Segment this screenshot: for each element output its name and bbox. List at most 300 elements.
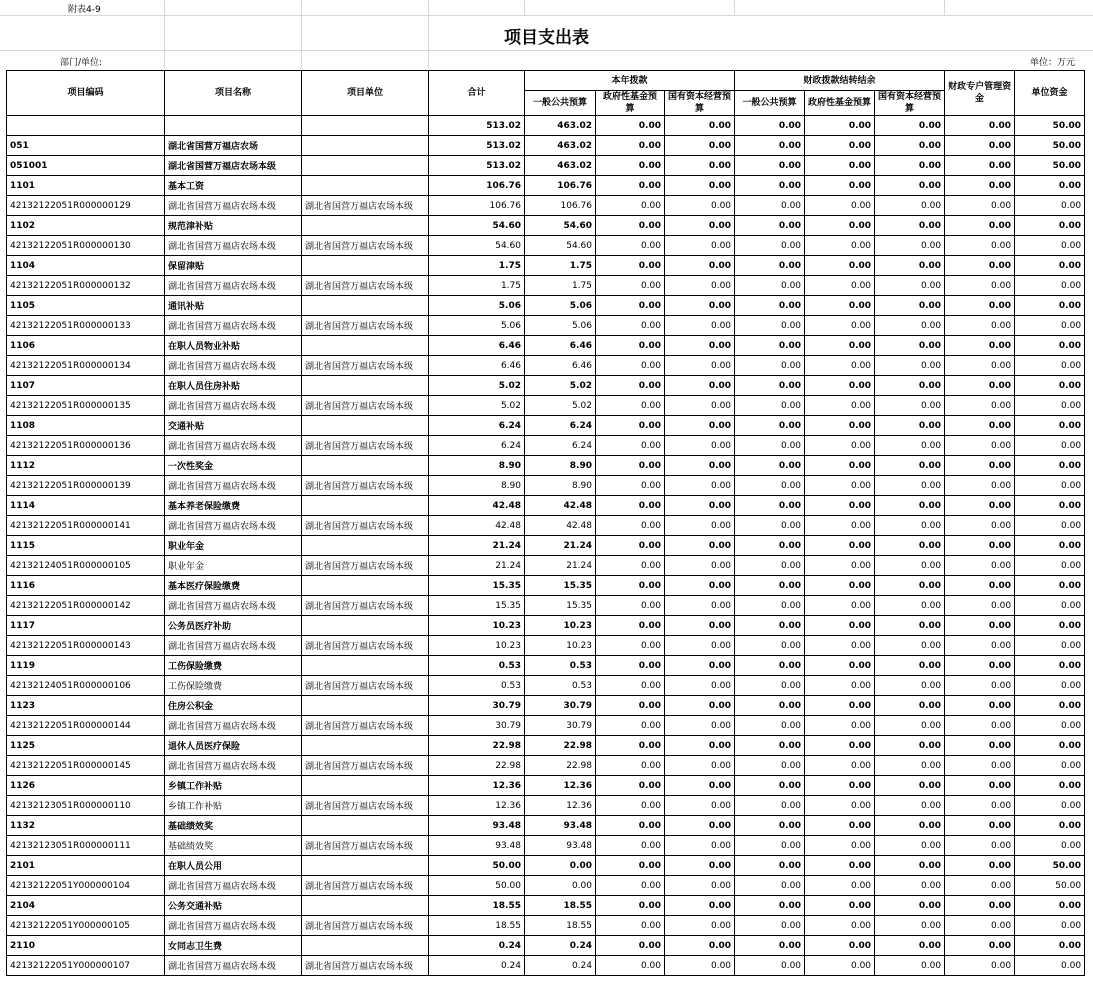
cell-amount[interactable]: 93.48	[429, 816, 525, 836]
cell-amount[interactable]: 18.55	[429, 896, 525, 916]
cell-amount[interactable]: 0.00	[735, 336, 805, 356]
table-row[interactable]	[7, 336, 1085, 356]
cell-amount[interactable]: 0.00	[875, 696, 945, 716]
cell-amount[interactable]: 0.00	[1015, 256, 1085, 276]
cell-amount[interactable]: 0.00	[596, 336, 665, 356]
cell-project-name[interactable]: 女同志卫生费	[165, 936, 302, 956]
cell-amount[interactable]: 0.00	[945, 696, 1015, 716]
cell-amount[interactable]: 0.00	[875, 936, 945, 956]
cell-amount[interactable]: 0.00	[735, 776, 805, 796]
cell-amount[interactable]: 1.75	[525, 256, 596, 276]
cell-amount[interactable]: 0.00	[735, 756, 805, 776]
cell-amount[interactable]: 0.00	[1015, 216, 1085, 236]
cell-amount[interactable]: 0.00	[875, 176, 945, 196]
cell-amount[interactable]: 0.00	[875, 536, 945, 556]
cell-project-name[interactable]: 住房公积金	[165, 696, 302, 716]
cell-amount[interactable]: 0.00	[665, 876, 735, 896]
cell-amount[interactable]: 0.00	[945, 636, 1015, 656]
cell-amount[interactable]: 0.00	[945, 716, 1015, 736]
cell-amount[interactable]: 0.00	[665, 716, 735, 736]
cell-project-code[interactable]: 42132122051R000000130	[7, 236, 165, 256]
cell-project-code[interactable]: 1107	[7, 376, 165, 396]
cell-amount[interactable]: 0.00	[735, 936, 805, 956]
cell-amount[interactable]: 0.00	[875, 356, 945, 376]
cell-amount[interactable]: 0.00	[596, 556, 665, 576]
cell-amount[interactable]: 0.00	[805, 576, 875, 596]
table-row[interactable]	[7, 436, 1085, 456]
cell-amount[interactable]: 0.00	[735, 636, 805, 656]
cell-project-unit[interactable]: 湖北省国营万福店农场本级	[302, 636, 429, 656]
cell-amount[interactable]: 0.00	[945, 136, 1015, 156]
cell-amount[interactable]: 0.00	[805, 856, 875, 876]
cell-project-unit[interactable]: 湖北省国营万福店农场本级	[302, 676, 429, 696]
cell-amount[interactable]: 0.00	[735, 256, 805, 276]
table-row[interactable]	[7, 136, 1085, 156]
cell-amount[interactable]: 0.00	[596, 936, 665, 956]
cell-project-code[interactable]: 42132123051R000000111	[7, 836, 165, 856]
cell-amount[interactable]: 5.06	[525, 316, 596, 336]
cell-amount[interactable]: 10.23	[429, 616, 525, 636]
cell-amount[interactable]: 0.00	[805, 216, 875, 236]
cell-project-name[interactable]: 湖北省国营万福店农场本级	[165, 516, 302, 536]
cell-amount[interactable]: 0.00	[875, 516, 945, 536]
cell-amount[interactable]: 0.00	[1015, 936, 1085, 956]
cell-amount[interactable]: 0.00	[945, 336, 1015, 356]
cell-amount[interactable]: 0.00	[875, 576, 945, 596]
cell-amount[interactable]: 1.75	[429, 276, 525, 296]
cell-amount[interactable]: 0.53	[525, 676, 596, 696]
cell-project-code[interactable]: 42132122051Y000000107	[7, 956, 165, 976]
cell-amount[interactable]: 0.00	[665, 476, 735, 496]
cell-amount[interactable]: 0.00	[875, 676, 945, 696]
cell-amount[interactable]: 0.00	[735, 876, 805, 896]
cell-project-name[interactable]: 湖北省国营万福店农场本级	[165, 436, 302, 456]
cell-amount[interactable]: 0.00	[735, 956, 805, 976]
cell-amount[interactable]: 0.00	[945, 536, 1015, 556]
cell-amount[interactable]: 0.00	[596, 396, 665, 416]
cell-amount[interactable]: 0.24	[429, 956, 525, 976]
cell-amount[interactable]: 0.00	[945, 576, 1015, 596]
cell-project-code[interactable]: 42132122051R000000144	[7, 716, 165, 736]
cell-amount[interactable]: 0.00	[665, 856, 735, 876]
cell-amount[interactable]: 0.00	[735, 316, 805, 336]
cell-project-code[interactable]: 42132124051R000000106	[7, 676, 165, 696]
cell-project-unit[interactable]	[302, 776, 429, 796]
cell-amount[interactable]: 0.00	[735, 716, 805, 736]
cell-amount[interactable]: 42.48	[525, 496, 596, 516]
cell-amount[interactable]: 0.00	[596, 656, 665, 676]
cell-amount[interactable]: 0.00	[735, 116, 805, 136]
table-row[interactable]	[7, 596, 1085, 616]
cell-amount[interactable]: 0.00	[596, 156, 665, 176]
cell-amount[interactable]: 0.00	[945, 156, 1015, 176]
cell-amount[interactable]: 5.06	[525, 296, 596, 316]
cell-amount[interactable]: 0.53	[429, 676, 525, 696]
table-row[interactable]	[7, 576, 1085, 596]
cell-project-unit[interactable]	[302, 256, 429, 276]
cell-amount[interactable]: 42.48	[429, 496, 525, 516]
cell-project-name[interactable]: 湖北省国营万福店农场本级	[165, 156, 302, 176]
cell-amount[interactable]: 15.35	[525, 576, 596, 596]
cell-project-unit[interactable]	[302, 376, 429, 396]
cell-amount[interactable]: 0.00	[875, 396, 945, 416]
cell-amount[interactable]: 0.00	[945, 396, 1015, 416]
cell-amount[interactable]: 0.00	[945, 736, 1015, 756]
cell-project-unit[interactable]	[302, 536, 429, 556]
cell-amount[interactable]: 0.00	[875, 716, 945, 736]
table-row[interactable]	[7, 876, 1085, 896]
cell-amount[interactable]: 0.00	[596, 136, 665, 156]
cell-amount[interactable]: 0.00	[945, 596, 1015, 616]
cell-amount[interactable]: 0.00	[596, 476, 665, 496]
cell-amount[interactable]: 0.00	[1015, 456, 1085, 476]
cell-project-name[interactable]: 在职人员物业补贴	[165, 336, 302, 356]
cell-amount[interactable]: 0.00	[596, 276, 665, 296]
cell-project-name[interactable]: 公务员医疗补助	[165, 616, 302, 636]
cell-amount[interactable]: 0.00	[805, 756, 875, 776]
cell-amount[interactable]: 93.48	[525, 836, 596, 856]
cell-amount[interactable]: 0.00	[735, 476, 805, 496]
cell-amount[interactable]: 6.46	[525, 356, 596, 376]
cell-amount[interactable]: 0.00	[805, 396, 875, 416]
cell-project-code[interactable]: 2101	[7, 856, 165, 876]
cell-amount[interactable]: 0.00	[945, 616, 1015, 636]
cell-amount[interactable]: 0.00	[735, 916, 805, 936]
cell-project-unit[interactable]	[302, 456, 429, 476]
cell-amount[interactable]: 0.00	[665, 776, 735, 796]
cell-amount[interactable]: 54.60	[429, 216, 525, 236]
cell-amount[interactable]: 0.00	[805, 636, 875, 656]
cell-project-code[interactable]: 42132122051R000000143	[7, 636, 165, 656]
cell-project-name[interactable]: 湖北省国营万福店农场本级	[165, 876, 302, 896]
cell-amount[interactable]: 0.00	[945, 796, 1015, 816]
cell-amount[interactable]: 6.46	[429, 356, 525, 376]
table-row[interactable]	[7, 956, 1085, 976]
cell-amount[interactable]: 22.98	[525, 736, 596, 756]
cell-amount[interactable]: 0.00	[665, 416, 735, 436]
cell-amount[interactable]: 0.24	[525, 936, 596, 956]
cell-amount[interactable]: 0.00	[596, 616, 665, 636]
cell-amount[interactable]: 0.00	[875, 436, 945, 456]
cell-amount[interactable]: 0.00	[875, 956, 945, 976]
cell-project-unit[interactable]: 湖北省国营万福店农场本级	[302, 916, 429, 936]
cell-project-code[interactable]: 1114	[7, 496, 165, 516]
cell-amount[interactable]: 0.00	[805, 616, 875, 636]
cell-amount[interactable]: 0.00	[875, 776, 945, 796]
cell-amount[interactable]: 0.00	[665, 376, 735, 396]
cell-amount[interactable]: 0.00	[1015, 576, 1085, 596]
cell-amount[interactable]: 0.00	[665, 156, 735, 176]
cell-amount[interactable]: 0.00	[1015, 356, 1085, 376]
cell-amount[interactable]: 0.00	[735, 276, 805, 296]
cell-project-code[interactable]: 1105	[7, 296, 165, 316]
cell-project-unit[interactable]: 湖北省国营万福店农场本级	[302, 516, 429, 536]
cell-project-unit[interactable]	[302, 176, 429, 196]
cell-amount[interactable]: 0.00	[945, 516, 1015, 536]
cell-amount[interactable]: 0.00	[1015, 676, 1085, 696]
cell-amount[interactable]: 5.02	[429, 376, 525, 396]
cell-amount[interactable]: 0.00	[805, 776, 875, 796]
cell-amount[interactable]: 18.55	[525, 896, 596, 916]
table-row[interactable]	[7, 516, 1085, 536]
cell-amount[interactable]: 0.00	[805, 736, 875, 756]
cell-amount[interactable]: 0.00	[805, 556, 875, 576]
cell-amount[interactable]: 0.00	[596, 596, 665, 616]
cell-amount[interactable]: 0.00	[805, 156, 875, 176]
cell-project-unit[interactable]	[302, 656, 429, 676]
cell-amount[interactable]: 0.00	[665, 816, 735, 836]
cell-amount[interactable]: 0.00	[875, 156, 945, 176]
cell-amount[interactable]: 0.00	[945, 936, 1015, 956]
cell-amount[interactable]: 50.00	[1015, 876, 1085, 896]
cell-amount[interactable]: 0.00	[735, 396, 805, 416]
cell-amount[interactable]: 0.00	[875, 596, 945, 616]
cell-amount[interactable]: 106.76	[525, 176, 596, 196]
cell-amount[interactable]: 0.00	[805, 276, 875, 296]
cell-amount[interactable]: 10.23	[429, 636, 525, 656]
cell-amount[interactable]: 0.00	[735, 216, 805, 236]
cell-project-name[interactable]: 保留津贴	[165, 256, 302, 276]
cell-amount[interactable]: 0.00	[945, 916, 1015, 936]
cell-amount[interactable]: 0.00	[596, 816, 665, 836]
cell-amount[interactable]: 0.00	[596, 236, 665, 256]
cell-amount[interactable]: 0.00	[735, 656, 805, 676]
cell-project-name[interactable]: 工伤保险缴费	[165, 656, 302, 676]
cell-project-code[interactable]: 42132122051R000000129	[7, 196, 165, 216]
cell-amount[interactable]: 0.00	[596, 736, 665, 756]
cell-amount[interactable]: 0.00	[665, 896, 735, 916]
cell-amount[interactable]: 0.00	[665, 396, 735, 416]
cell-project-name[interactable]: 基础绩效奖	[165, 836, 302, 856]
cell-project-name[interactable]: 乡镇工作补贴	[165, 796, 302, 816]
cell-project-unit[interactable]: 湖北省国营万福店农场本级	[302, 556, 429, 576]
cell-amount[interactable]: 0.00	[596, 676, 665, 696]
cell-amount[interactable]: 0.00	[1015, 516, 1085, 536]
table-row[interactable]	[7, 316, 1085, 336]
cell-amount[interactable]: 0.00	[1015, 196, 1085, 216]
cell-amount[interactable]: 0.00	[1015, 696, 1085, 716]
cell-amount[interactable]: 0.00	[805, 896, 875, 916]
cell-amount[interactable]: 0.00	[596, 516, 665, 536]
cell-project-unit[interactable]	[302, 696, 429, 716]
cell-amount[interactable]: 0.00	[665, 116, 735, 136]
cell-amount[interactable]: 0.00	[665, 196, 735, 216]
cell-amount[interactable]: 0.00	[665, 736, 735, 756]
table-row[interactable]	[7, 376, 1085, 396]
cell-amount[interactable]: 12.36	[429, 776, 525, 796]
cell-project-unit[interactable]: 湖北省国营万福店农场本级	[302, 356, 429, 376]
cell-amount[interactable]: 0.00	[665, 696, 735, 716]
cell-project-code[interactable]: 42132122051R000000142	[7, 596, 165, 616]
cell-amount[interactable]: 0.00	[596, 636, 665, 656]
cell-amount[interactable]: 0.24	[429, 936, 525, 956]
table-row[interactable]	[7, 456, 1085, 476]
cell-amount[interactable]: 0.00	[945, 556, 1015, 576]
cell-project-name[interactable]: 湖北省国营万福店农场本级	[165, 636, 302, 656]
cell-project-unit[interactable]	[302, 216, 429, 236]
cell-project-code[interactable]: 1125	[7, 736, 165, 756]
cell-amount[interactable]: 50.00	[1015, 156, 1085, 176]
cell-amount[interactable]: 0.00	[596, 796, 665, 816]
cell-amount[interactable]: 0.00	[945, 876, 1015, 896]
cell-project-name[interactable]	[165, 116, 302, 136]
cell-amount[interactable]: 22.98	[429, 756, 525, 776]
cell-amount[interactable]: 5.02	[429, 396, 525, 416]
cell-amount[interactable]: 22.98	[525, 756, 596, 776]
cell-amount[interactable]: 0.00	[665, 676, 735, 696]
cell-amount[interactable]: 0.00	[805, 816, 875, 836]
cell-amount[interactable]: 0.00	[945, 316, 1015, 336]
cell-amount[interactable]: 0.00	[945, 376, 1015, 396]
cell-amount[interactable]: 0.00	[735, 816, 805, 836]
cell-amount[interactable]: 22.98	[429, 736, 525, 756]
cell-amount[interactable]: 0.00	[665, 536, 735, 556]
cell-project-unit[interactable]	[302, 856, 429, 876]
cell-amount[interactable]: 0.00	[945, 356, 1015, 376]
cell-amount[interactable]: 0.00	[665, 236, 735, 256]
cell-project-code[interactable]: 1123	[7, 696, 165, 716]
table-row[interactable]	[7, 796, 1085, 816]
cell-project-name[interactable]: 湖北省国营万福店农场本级	[165, 756, 302, 776]
cell-amount[interactable]: 0.00	[735, 736, 805, 756]
cell-amount[interactable]: 0.00	[945, 216, 1015, 236]
cell-amount[interactable]: 0.00	[665, 296, 735, 316]
cell-amount[interactable]: 0.00	[596, 356, 665, 376]
table-row[interactable]	[7, 156, 1085, 176]
cell-amount[interactable]: 12.36	[525, 776, 596, 796]
cell-amount[interactable]: 0.00	[596, 896, 665, 916]
cell-amount[interactable]: 0.00	[945, 836, 1015, 856]
cell-amount[interactable]: 0.00	[735, 836, 805, 856]
cell-amount[interactable]: 30.79	[429, 716, 525, 736]
cell-amount[interactable]: 0.00	[735, 596, 805, 616]
cell-amount[interactable]: 0.00	[875, 796, 945, 816]
cell-amount[interactable]: 0.00	[735, 436, 805, 456]
cell-amount[interactable]: 0.00	[665, 136, 735, 156]
cell-project-name[interactable]: 湖北省国营万福店农场本级	[165, 236, 302, 256]
cell-amount[interactable]: 0.00	[1015, 656, 1085, 676]
cell-project-code[interactable]: 1104	[7, 256, 165, 276]
cell-amount[interactable]: 0.00	[665, 936, 735, 956]
cell-amount[interactable]: 0.00	[805, 196, 875, 216]
cell-amount[interactable]: 0.00	[596, 376, 665, 396]
cell-amount[interactable]: 0.00	[875, 836, 945, 856]
cell-amount[interactable]: 0.00	[665, 456, 735, 476]
cell-amount[interactable]: 0.00	[875, 636, 945, 656]
cell-project-code[interactable]: 1101	[7, 176, 165, 196]
cell-project-code[interactable]: 42132122051R000000132	[7, 276, 165, 296]
cell-project-unit[interactable]	[302, 416, 429, 436]
cell-amount[interactable]: 93.48	[429, 836, 525, 856]
cell-amount[interactable]: 1.75	[525, 276, 596, 296]
cell-amount[interactable]: 0.00	[875, 896, 945, 916]
cell-amount[interactable]: 0.00	[665, 796, 735, 816]
table-row[interactable]	[7, 776, 1085, 796]
cell-amount[interactable]: 0.00	[805, 476, 875, 496]
cell-amount[interactable]: 0.00	[945, 676, 1015, 696]
cell-project-code[interactable]: 1116	[7, 576, 165, 596]
cell-amount[interactable]: 0.00	[805, 176, 875, 196]
cell-amount[interactable]: 0.00	[665, 836, 735, 856]
cell-amount[interactable]: 0.00	[945, 656, 1015, 676]
cell-amount[interactable]: 0.00	[945, 476, 1015, 496]
cell-amount[interactable]: 0.00	[735, 236, 805, 256]
cell-amount[interactable]: 0.00	[805, 656, 875, 676]
table-row[interactable]	[7, 756, 1085, 776]
cell-project-name[interactable]: 规范津补贴	[165, 216, 302, 236]
cell-amount[interactable]: 0.00	[735, 556, 805, 576]
cell-amount[interactable]: 0.53	[525, 656, 596, 676]
cell-amount[interactable]: 0.00	[735, 176, 805, 196]
cell-amount[interactable]: 0.00	[875, 616, 945, 636]
cell-project-code[interactable]: 42132122051Y000000105	[7, 916, 165, 936]
cell-project-unit[interactable]: 湖北省国营万福店农场本级	[302, 476, 429, 496]
cell-amount[interactable]: 0.00	[805, 136, 875, 156]
cell-amount[interactable]: 18.55	[525, 916, 596, 936]
cell-amount[interactable]: 50.00	[429, 856, 525, 876]
cell-amount[interactable]: 0.00	[805, 876, 875, 896]
cell-amount[interactable]: 6.24	[429, 436, 525, 456]
cell-amount[interactable]: 0.00	[805, 116, 875, 136]
cell-amount[interactable]: 0.00	[805, 416, 875, 436]
cell-amount[interactable]: 0.00	[735, 696, 805, 716]
cell-amount[interactable]: 0.00	[805, 796, 875, 816]
cell-amount[interactable]: 0.00	[1015, 596, 1085, 616]
cell-amount[interactable]: 0.00	[665, 596, 735, 616]
cell-amount[interactable]: 5.02	[525, 376, 596, 396]
cell-amount[interactable]: 0.00	[596, 216, 665, 236]
cell-amount[interactable]: 0.00	[875, 876, 945, 896]
cell-amount[interactable]: 0.00	[805, 936, 875, 956]
cell-amount[interactable]: 0.00	[945, 416, 1015, 436]
cell-amount[interactable]: 12.36	[429, 796, 525, 816]
cell-amount[interactable]: 0.00	[665, 316, 735, 336]
table-row[interactable]	[7, 196, 1085, 216]
cell-project-code[interactable]: 42132122051Y000000104	[7, 876, 165, 896]
table-row[interactable]	[7, 396, 1085, 416]
cell-project-unit[interactable]: 湖北省国营万福店农场本级	[302, 396, 429, 416]
cell-amount[interactable]: 0.00	[596, 456, 665, 476]
cell-amount[interactable]: 0.00	[1015, 816, 1085, 836]
table-row[interactable]	[7, 636, 1085, 656]
cell-amount[interactable]: 0.00	[945, 196, 1015, 216]
cell-amount[interactable]: 106.76	[525, 196, 596, 216]
cell-amount[interactable]: 0.00	[596, 196, 665, 216]
table-row[interactable]	[7, 276, 1085, 296]
cell-amount[interactable]: 0.00	[596, 916, 665, 936]
cell-amount[interactable]: 513.02	[429, 136, 525, 156]
cell-amount[interactable]: 5.02	[525, 396, 596, 416]
cell-project-name[interactable]: 湖北省国营万福店农场本级	[165, 356, 302, 376]
cell-project-code[interactable]: 1115	[7, 536, 165, 556]
cell-project-name[interactable]: 职业年金	[165, 556, 302, 576]
cell-amount[interactable]: 0.00	[805, 496, 875, 516]
cell-project-name[interactable]: 在职人员公用	[165, 856, 302, 876]
table-row[interactable]	[7, 656, 1085, 676]
cell-amount[interactable]: 1.75	[429, 256, 525, 276]
cell-amount[interactable]: 0.00	[596, 836, 665, 856]
cell-amount[interactable]: 21.24	[525, 536, 596, 556]
cell-amount[interactable]: 0.00	[665, 636, 735, 656]
cell-amount[interactable]: 0.00	[665, 216, 735, 236]
cell-amount[interactable]: 0.00	[735, 356, 805, 376]
cell-project-unit[interactable]: 湖北省国营万福店农场本级	[302, 236, 429, 256]
cell-amount[interactable]: 0.00	[805, 536, 875, 556]
cell-amount[interactable]: 0.00	[735, 856, 805, 876]
cell-amount[interactable]: 0.00	[805, 836, 875, 856]
cell-amount[interactable]: 0.00	[945, 816, 1015, 836]
cell-amount[interactable]: 6.46	[429, 336, 525, 356]
